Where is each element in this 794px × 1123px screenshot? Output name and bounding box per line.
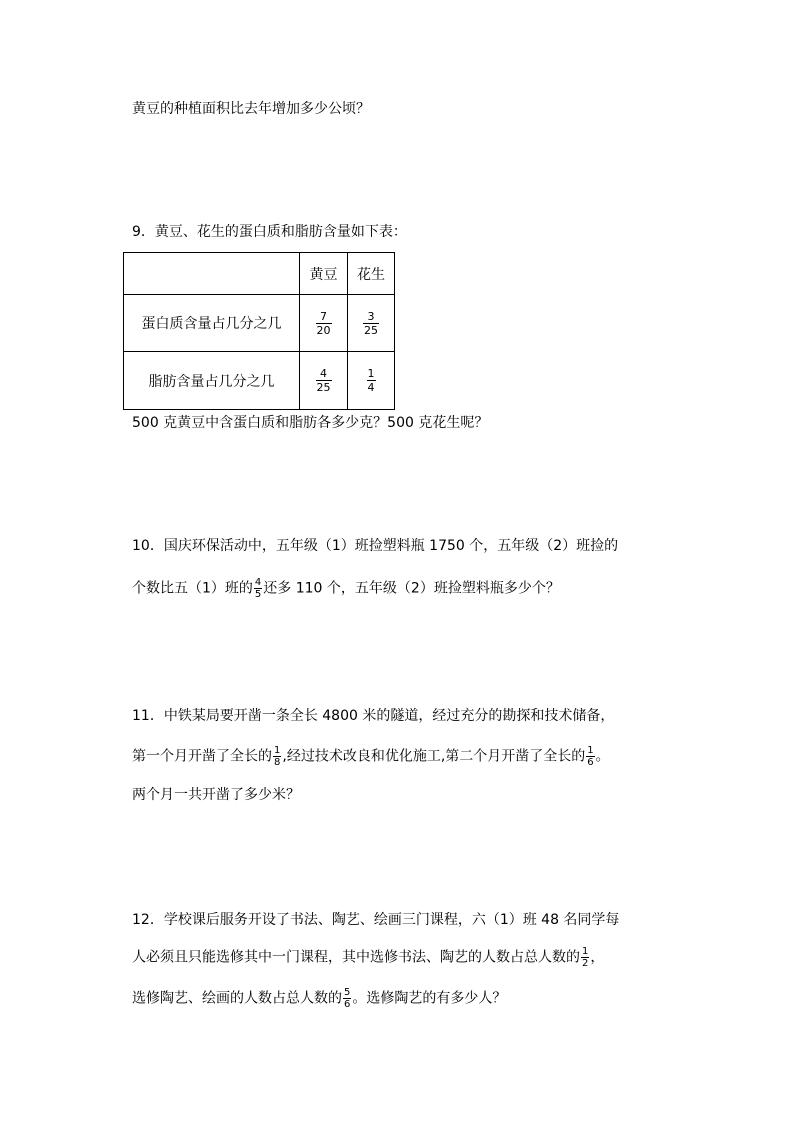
fraction-denominator: 25 <box>364 323 378 337</box>
q12-line2-end: ， <box>590 949 605 966</box>
q11-line2-middle: ,经过技术改良和优化施工,第二个月开凿了全长的 <box>282 748 586 765</box>
q11-line2-start: 第一个月开凿了全长的 <box>132 748 272 765</box>
q8-text: 黄豆的种植面积比去年增加多少公顷？ <box>132 101 370 117</box>
fraction-numerator: 3 <box>363 310 379 324</box>
fraction <box>363 310 379 337</box>
fraction-denominator: 8 <box>274 757 281 768</box>
cell-peanut-fat <box>348 352 395 410</box>
q11-line1: 11．中铁某局要开凿一条全长 4800 米的隧道，经过充分的勘探和技术储备， <box>132 708 615 724</box>
q9-intro: 9．黄豆、花生的蛋白质和脂肪含量如下表： <box>132 224 407 240</box>
fraction-numerator: 5 <box>344 987 351 998</box>
fraction-denominator: 6 <box>344 999 351 1010</box>
row-label-protein: 蛋白质含量占几分之几 <box>124 295 300 352</box>
fraction-numerator: 4 <box>254 577 262 588</box>
q10-line2 <box>132 577 560 600</box>
fraction <box>273 745 281 768</box>
fraction-denominator: 4 <box>367 381 375 394</box>
q10-line2-start: 个数比五（1）班的 <box>132 580 253 597</box>
fraction <box>316 367 332 394</box>
fraction-numerator: 1 <box>587 745 594 756</box>
fraction <box>343 987 351 1010</box>
fraction-numerator: 1 <box>367 367 375 380</box>
fraction-denominator: 5 <box>254 589 262 600</box>
fraction-numerator: 7 <box>316 310 332 324</box>
fraction-numerator: 4 <box>316 367 332 381</box>
fraction <box>254 577 262 600</box>
q12-line3-start: 选修陶艺、绘画的人数占总人数的 <box>132 990 342 1007</box>
fraction-denominator: 2 <box>582 958 589 969</box>
q11-line3: 两个月一共开凿了多少米？ <box>132 787 300 803</box>
fraction <box>581 946 589 969</box>
table-row <box>124 352 395 410</box>
fraction-numerator: 1 <box>582 946 589 957</box>
fraction-denominator: 25 <box>316 381 331 394</box>
fraction <box>586 745 594 768</box>
table-header-empty <box>124 253 300 295</box>
fraction <box>316 310 332 337</box>
q10-line1: 10．国庆环保活动中，五年级（1）班捡塑料瓶 1750 个，五年级（2）班捡的 <box>132 538 619 554</box>
table-header-row <box>124 253 395 295</box>
q10-line2-end: 还多 110 个，五年级（2）班捡塑料瓶多少个？ <box>263 580 560 597</box>
fraction-numerator: 1 <box>274 745 281 756</box>
table-row <box>124 295 395 352</box>
q12-line2 <box>132 946 604 969</box>
table-header-soy: 黄豆 <box>300 253 348 295</box>
cell-peanut-protein <box>348 295 395 352</box>
table-header-peanut: 花生 <box>348 253 395 295</box>
cell-soy-fat <box>300 352 348 410</box>
q12-line2-start: 人必须且只能选修其中一门课程，其中选修书法、陶艺的人数占总人数的 <box>132 949 580 966</box>
q11-line2 <box>132 745 610 768</box>
q12-line1: 12．学校课后服务开设了书法、陶艺、绘画三门课程，六（1）班 48 名同学每 <box>132 912 620 928</box>
fraction <box>367 367 376 394</box>
cell-soy-protein <box>300 295 348 352</box>
q9-question: 500 克黄豆中含蛋白质和脂肪各多少克？500 克花生呢？ <box>132 415 489 431</box>
nutrition-table <box>123 252 395 410</box>
fraction-denominator: 6 <box>587 757 594 768</box>
row-label-fat: 脂肪含量占几分之几 <box>124 352 300 410</box>
q12-line3-end: 。选修陶艺的有多少人？ <box>352 990 507 1007</box>
q12-line3 <box>132 987 506 1010</box>
fraction-denominator: 20 <box>316 323 331 337</box>
q11-line2-end: 。 <box>595 748 610 765</box>
